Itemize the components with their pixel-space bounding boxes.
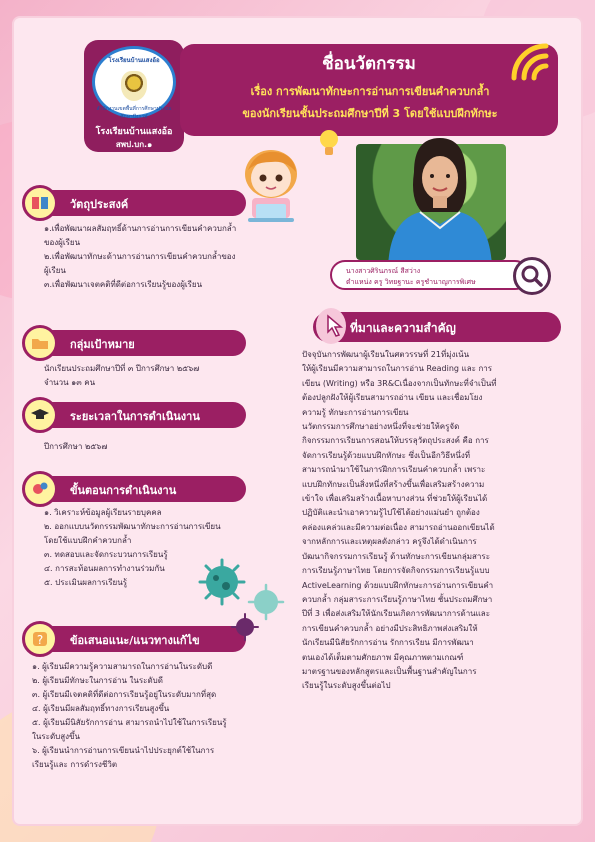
lightbulb-icon (318, 128, 340, 160)
folder-icon (22, 325, 58, 361)
svg-text:?: ? (36, 633, 44, 647)
logo-sub-text: สำนักงานเขตพื้นที่การศึกษาประถมศึกษาบึงกาฬ (96, 106, 172, 120)
search-icon (516, 260, 548, 292)
paragraph-line: บัฒนากิจกรรมการเรียนรู้ ด้านทักษะการเขียนกลุ่มสาระ (302, 551, 490, 561)
virus-decoration-icon (230, 612, 260, 642)
list-item: ๒.เพื่อพัฒนาทักษะด้านการอ่านการเขียนคำควบกล้ำของ (44, 252, 236, 261)
school-name: โรงเรียนบ้านแสงอ้อ (95, 127, 173, 137)
innovation-title-line2: ของนักเรียนชั้นประถมศึกษาปีที่ 3 โดยใช้แบบฝึกทักษะ (242, 107, 498, 120)
page-title: ชื่อนวัตกรรม (322, 54, 416, 74)
author-position: ตำแหน่ง ครู วิทยฐานะ ครูชำนาญการพิเศษ (346, 278, 476, 286)
target-header (26, 330, 246, 356)
paragraph-line: สามารถนำมาใช้ในการฝึกการเรียนคำควบกล้ำ เพราะ (302, 465, 486, 475)
author-name: นางสาวศิรินภรณ์ สีสว่าง (346, 267, 421, 275)
list-item: โดยใช้แบบฝึกคำควบกล้ำ (44, 536, 132, 545)
list-item: ๖. ผู้เรียนนำการอ่านการเขียนนำไปประยุกต์ใช้ในการ (32, 746, 215, 755)
paragraph-line: การเขียนคำควบกล้ำ อย่างมีประสิทธิภาพส่งเสริมให้ (302, 623, 478, 633)
background-title: ที่มาและความสำคัญ (350, 321, 456, 335)
paragraph-line: ปฏิบัติและนำเอาความรู้ไปใช้ได้อย่างแม่นยำ ถูกต้อง (302, 508, 480, 518)
paragraph-line: จากหลักการและเหตุผลดังกล่าว ครูจึงได้ดำเนินการ (302, 537, 477, 547)
seal-icon (121, 71, 147, 101)
paragraph-line: คล่องแคล่วและมีความต่อเนื่อง สามารถอ่านออกเขียนได้ (302, 522, 495, 532)
duration-header (26, 402, 246, 428)
steps-list (44, 506, 221, 590)
virus-decoration-icon (196, 556, 248, 608)
list-item: ๑.เพื่อพัฒนาผลสัมฤทธิ์ด้านการอ่านการเขียนคำควบกล้ำ (44, 224, 237, 233)
background-paragraph (302, 348, 564, 694)
steps-header (26, 476, 246, 502)
paragraph-line: ให้ผู้เรียนมีความสามารถในการอ่าน Reading และ การ (302, 364, 493, 374)
list-item: ๒. ผู้เรียนมีทักษะในการอ่าน ในระดับดี (32, 676, 163, 685)
logo-emblem (92, 46, 176, 118)
paragraph-line: ต้องปลูกฝังให้ผู้เรียนสามารถอ่าน เขียน และเชื่อมโยง (302, 393, 483, 403)
objectives-list (44, 222, 236, 292)
suggestions-title: ข้อเสนอแนะ/แนวทางแก้ไข (70, 634, 200, 647)
author-photo (380, 132, 498, 267)
paragraph-line: ความรู้ ทักษะการอ่านการเขียน (302, 407, 409, 417)
list-item: ปีการศึกษา ๒๕๖๗ (44, 442, 108, 451)
list-item: ๒. ออกแบบนวัตกรรมพัฒนาทักษะการอ่านการเขียน (44, 522, 221, 531)
paragraph-line: จัดการเรียนรู้ด้วยแบบฝึกทักษะ ซึ่งเป็นอีกวิธีหนึ่งที่ (302, 450, 471, 460)
list-item: ๕. ประเมินผลการเรียนรู้ (44, 578, 127, 587)
paragraph-line: เรียนรู้ในระดับสูงขึ้นต่อไป (302, 681, 391, 691)
list-item: ๑. ผู้เรียนมีความรู้ความสามารถในการอ่านในระดับดี (32, 662, 213, 671)
suggestions-list (32, 660, 227, 772)
book-icon (22, 185, 58, 221)
list-item: ของผู้เรียน (44, 238, 81, 247)
paragraph-line: ตนเองได้เต็มตามศักยภาพ มีคุณภาพตามเกณฑ์ (302, 652, 464, 662)
duration-list (44, 440, 107, 454)
list-item: ๑. วิเคราะห์ข้อมูลผู้เรียนรายบุคคล (44, 508, 162, 517)
paragraph-line: ปีที่ 3 เพื่อส่งเสริมให้นักเรียนเกิดการพัฒนาการด้านและ (302, 609, 491, 619)
paragraph-line: นวัตกรรมการศึกษาอย่างหนึ่งที่จะช่วยให้ครูจัด (302, 422, 460, 432)
wifi-icon (506, 38, 554, 86)
list-item: ๔. ผู้เรียนมีผลสัมฤทธิ์ทางการเรียนสูงขึ้น (32, 704, 170, 713)
paragraph-line: ปัจจุบันการพัฒนาผู้เรียนในศตวรรษที่ 21ที่มุ่งเน้น (302, 350, 470, 359)
list-item: ๕. ผู้เรียนมีนิสัยรักการอ่าน สามารถนำไปใช้ในการเรียนรู้ (32, 718, 227, 727)
list-item: นักเรียนประถมศึกษาปีที่ ๓ ปีการศึกษา ๒๕๖๗ (44, 364, 200, 373)
search-button[interactable] (513, 257, 551, 295)
list-item: ๓. ผู้เรียนมีเจตคติที่ดีต่อการเรียนรู้อยู่ในระดับมากที่สุด (32, 690, 217, 699)
paragraph-line: กิจกรรมการเรียนการสอนให้บรรลุวัตถุประสงค์ คือ การ (302, 436, 489, 446)
paragraph-line: มาตรฐานของหลักสูตรและเป็นพื้นฐานสำคัญในการ (302, 666, 477, 676)
question-icon (22, 621, 58, 657)
innovation-title-line1: เรื่อง การพัฒนาทักษะการอ่านการเขียนคำควบกล้ำ (250, 85, 490, 98)
objectives-title: วัตถุประสงค์ (70, 198, 129, 211)
list-item: ๓.เพื่อพัฒนาเจตคติที่ดีต่อการเรียนรู้ของผู้เรียน (44, 280, 203, 289)
duration-title: ระยะเวลาในการดำเนินงาน (70, 410, 200, 423)
paragraph-line: เขียน (Writing) หรือ 3R&Cเนื่องจากเป็นทักษะที่จำเป็นที่ (302, 378, 497, 388)
paragraph-line: ควบกล้ำ กลุ่มสาระการเรียนรู้ภาษาไทย ชั้นประถมศึกษา (302, 594, 493, 604)
paragraph-line: เข้าใจ เพื่อเสริมสร้างเนื้อหาบางส่วน ที่ช่วยให้ผู้เรียนได้ (302, 494, 488, 504)
target-title: กลุ่มเป้าหมาย (70, 338, 135, 351)
steps-title: ขั้นตอนการดำเนินงาน (70, 484, 177, 497)
objectives-header (26, 190, 246, 216)
school-logo (84, 40, 184, 152)
paragraph-line: แบบฝึกทักษะเป็นสิ่งหนึ่งที่สร้างขึ้นเพื่อเสริมสร้างความ (302, 479, 485, 489)
suggestions-header (26, 626, 246, 652)
paragraph-line: นักเรียนมีนิสัยรักการอ่าน รักการเรียน มีการพัฒนา (302, 638, 474, 648)
school-area: สพป.บก.๑ (115, 140, 153, 149)
list-item: ๔. การสะท้อนผลการทำงานร่วมกัน (44, 564, 165, 573)
gears-icon (22, 471, 58, 507)
target-list (44, 362, 199, 390)
paragraph-line: การเรียนรู้ภาษาไทย โดยการจัดกิจกรรมการเรียนรู้แบบ (302, 566, 490, 576)
list-item: ผู้เรียน (44, 266, 66, 275)
girl-with-laptop-illustration (226, 140, 316, 230)
logo-ring-text: โรงเรียนบ้านแสงอ้อ (108, 57, 160, 64)
pointer-icon (316, 308, 346, 344)
list-item: เรียนรู้และ การดำรงชีวิต (32, 760, 118, 769)
list-item: ในระดับสูงขึ้น (32, 732, 80, 741)
graduation-cap-icon (22, 397, 58, 433)
list-item: จำนวน ๑๓ คน (44, 378, 96, 387)
list-item: ๓. ทดสอบและจัดกระบวนการเรียนรู้ (44, 550, 168, 559)
paragraph-line: ActiveLearning ด้วยแบบฝึกทักษะการอ่านการเขียนคำ (302, 580, 494, 590)
